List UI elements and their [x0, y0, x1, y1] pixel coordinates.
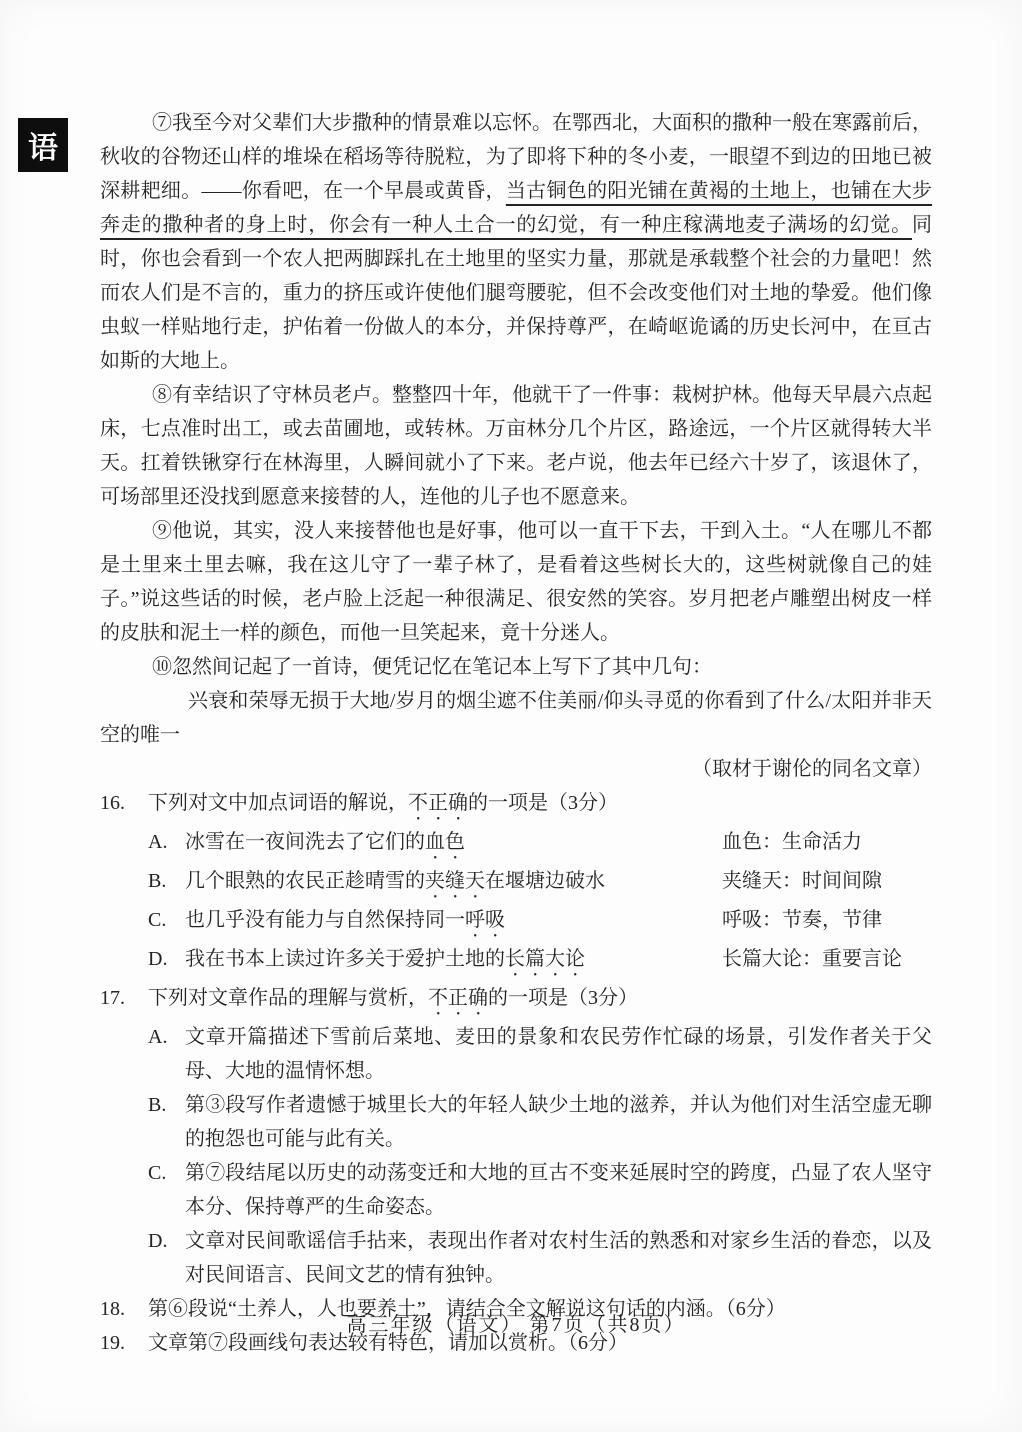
- question-17-stem-emphasis: 不正确: [428, 987, 488, 1009]
- q17-option-b: [100, 1088, 932, 1156]
- question-17-stem-text: 下列对文章作品的理解与赏析，: [148, 987, 428, 1009]
- question-17-stem: [100, 981, 932, 1020]
- question-16-stem-text: 下列对文中加点词语的解说，: [148, 792, 408, 814]
- q17-option-c: [100, 1156, 932, 1224]
- question-18-number: 18.: [100, 1298, 125, 1320]
- q16-option-c-emphasized-word: 呼吸: [465, 909, 505, 931]
- question-17-stem-text-end: 的一项是（3分）: [488, 987, 638, 1009]
- q16-option-a-gloss: 血色：生命活力: [722, 831, 862, 853]
- q16-option-d: [100, 942, 932, 981]
- question-19-text: 文章第⑦段画线句表达较有特色，请加以赏析。（6分）: [148, 1332, 628, 1354]
- q17-option-c-text: 第⑦段结尾以历史的动荡变迁和大地的亘古不变来延展时空的跨度，凸显了农人坚守本分、保持尊严的生命姿态。: [185, 1162, 932, 1218]
- q16-option-b: [100, 864, 932, 903]
- para7-underlined-sentence: 当古铜色的阳光铺在黄褐的土地上，也铺在大步奔走的撒种者的身上时，你会有一种人土合一的幻觉，有一种庄稼满地麦子满场的幻觉。: [100, 180, 933, 236]
- question-17-number: 17.: [100, 987, 125, 1009]
- q16-option-b-gloss: 夹缝天：时间间隙: [722, 870, 882, 892]
- q16-option-a: [100, 825, 932, 864]
- passage-paragraph-9: ⑨他说，其实，没人来接替他也是好事，他可以一直干下去，干到入土。“人在哪儿不都是土里来土里去嘛，我在这儿守了一辈子林了，是看着这些树长大的，这些树就像自己的娃子。”说这些话的时候，老卢脸上泛起一种很满足、很安然的笑容。岁月把老卢雕塑出树皮一样的皮肤和泥土一样的颜色，而他一旦笑起来，竟十分迷人。: [100, 520, 932, 644]
- question-16: [100, 786, 932, 981]
- question-16-stem-emphasis: 不正确: [408, 792, 468, 814]
- q17-option-d-text: 文章对民间歌谣信手拈来，表现出作者对农村生活的熟悉和对家乡生活的眷恋，以及对民间语言、民间文艺的情有独钟。: [185, 1230, 932, 1286]
- source-attribution: （取材于谢伦的同名文章）: [692, 758, 932, 780]
- q16-option-d-label: D.: [148, 948, 168, 970]
- q16-option-b-text: 几个眼熟的农民正趁晴雪的: [185, 870, 425, 892]
- page-content: [100, 106, 932, 1360]
- passage-paragraph-7: [100, 106, 932, 378]
- quoted-poem: 兴衰和荣辱无损于大地/岁月的烟尘遮不住美丽/仰头寻觅的你看到了什么/太阳并非天空的唯一: [100, 690, 932, 746]
- subject-tab-chinese: 语: [18, 118, 68, 172]
- q17-option-d: [100, 1224, 932, 1292]
- passage-paragraph-8: ⑧有幸结识了守林员老卢。整整四十年，他就干了一件事：栽树护林。他每天早晨六点起床，七点准时出工，或去苗圃地，或转林。万亩林分几个片区，路途远，一个片区就得转大半天。扛着铁锹穿行在林海里，人瞬间就小了下来。老卢说，他去年已经六十岁了，该退休了，可场部里还没找到愿意来接替的人，连他的儿子也不愿意来。: [100, 384, 932, 508]
- q16-option-b-label: B.: [148, 870, 167, 892]
- q16-option-c-text: 也几乎没有能力与自然保持同一: [185, 909, 465, 931]
- question-19-number: 19.: [100, 1332, 125, 1354]
- para7-text-after-underline: 同时，你也会看到一个农人把两脚踩扎在土地里的坚实力量，那就是承载整个社会的力量吧！然而农人们是不言的，重力的挤压或许使他们腿弯腰驼，但不会改变他们对土地的挚爱。他们像虫蚁一样贴地行走，护佑着一份做人的本分，并保持尊严，在崎岖诡谲的历史长河中，在亘古如斯的大地上。: [100, 214, 932, 372]
- q16-option-a-label: A.: [148, 831, 168, 853]
- q17-option-a-label: A.: [148, 1026, 168, 1048]
- q17-option-a-text: 文章开篇描述下雪前后菜地、麦田的景象和农民劳作忙碌的场景，引发作者关于父母、大地的温情怀想。: [185, 1026, 932, 1082]
- q17-option-c-label: C.: [148, 1162, 167, 1184]
- q16-option-b-text-end: 在堰塘边破水: [485, 870, 605, 892]
- q16-option-a-emphasized-word: 血色: [425, 831, 465, 853]
- question-17: [100, 981, 932, 1292]
- question-18-text: 第⑥段说“土养人，人也要养土”，请结合全文解说这句话的内涵。（6分）: [148, 1298, 786, 1320]
- q17-option-b-text: 第③段写作者遗憾于城里长大的年轻人缺少土地的滋养，并认为他们对生活空虚无聊的抱怨也可能与此有关。: [185, 1094, 932, 1150]
- q16-option-c-gloss: 呼吸：节奏，节律: [722, 909, 882, 931]
- q16-option-b-emphasized-word: 夹缝天: [425, 870, 485, 892]
- page-footer: 高三年级（语文） 第7页（共8页）: [346, 1314, 686, 1336]
- question-16-stem: [100, 786, 932, 825]
- question-16-number: 16.: [100, 792, 125, 814]
- q16-option-d-text: 我在书本上读过许多关于爱护土地的: [185, 948, 505, 970]
- q17-option-b-label: B.: [148, 1094, 167, 1116]
- q17-option-d-label: D.: [148, 1230, 168, 1252]
- q16-option-d-gloss: 长篇大论：重要言论: [722, 948, 902, 970]
- q17-option-a: [100, 1020, 932, 1088]
- passage-paragraph-10: ⑩忽然间记起了一首诗，便凭记忆在笔记本上写下了其中几句：: [152, 656, 712, 678]
- question-16-stem-text-end: 的一项是（3分）: [468, 792, 618, 814]
- para7-text-before-underline: ⑦我至今对父辈们大步撒种的情景难以忘怀。在鄂西北，大面积的撒种一般在寒露前后，秋收的谷物还山样的堆垛在稻场等待脱粒，为了即将下种的冬小麦，一眼望不到边的田地已被深耕耙细。——你看吧，在一个早晨或黄昏，: [100, 112, 932, 202]
- q16-option-d-emphasized-word: 长篇大论: [505, 948, 585, 970]
- q16-option-a-text: 冰雪在一夜间洗去了它们的: [185, 831, 425, 853]
- q16-option-c: [100, 903, 932, 942]
- q16-option-c-label: C.: [148, 909, 167, 931]
